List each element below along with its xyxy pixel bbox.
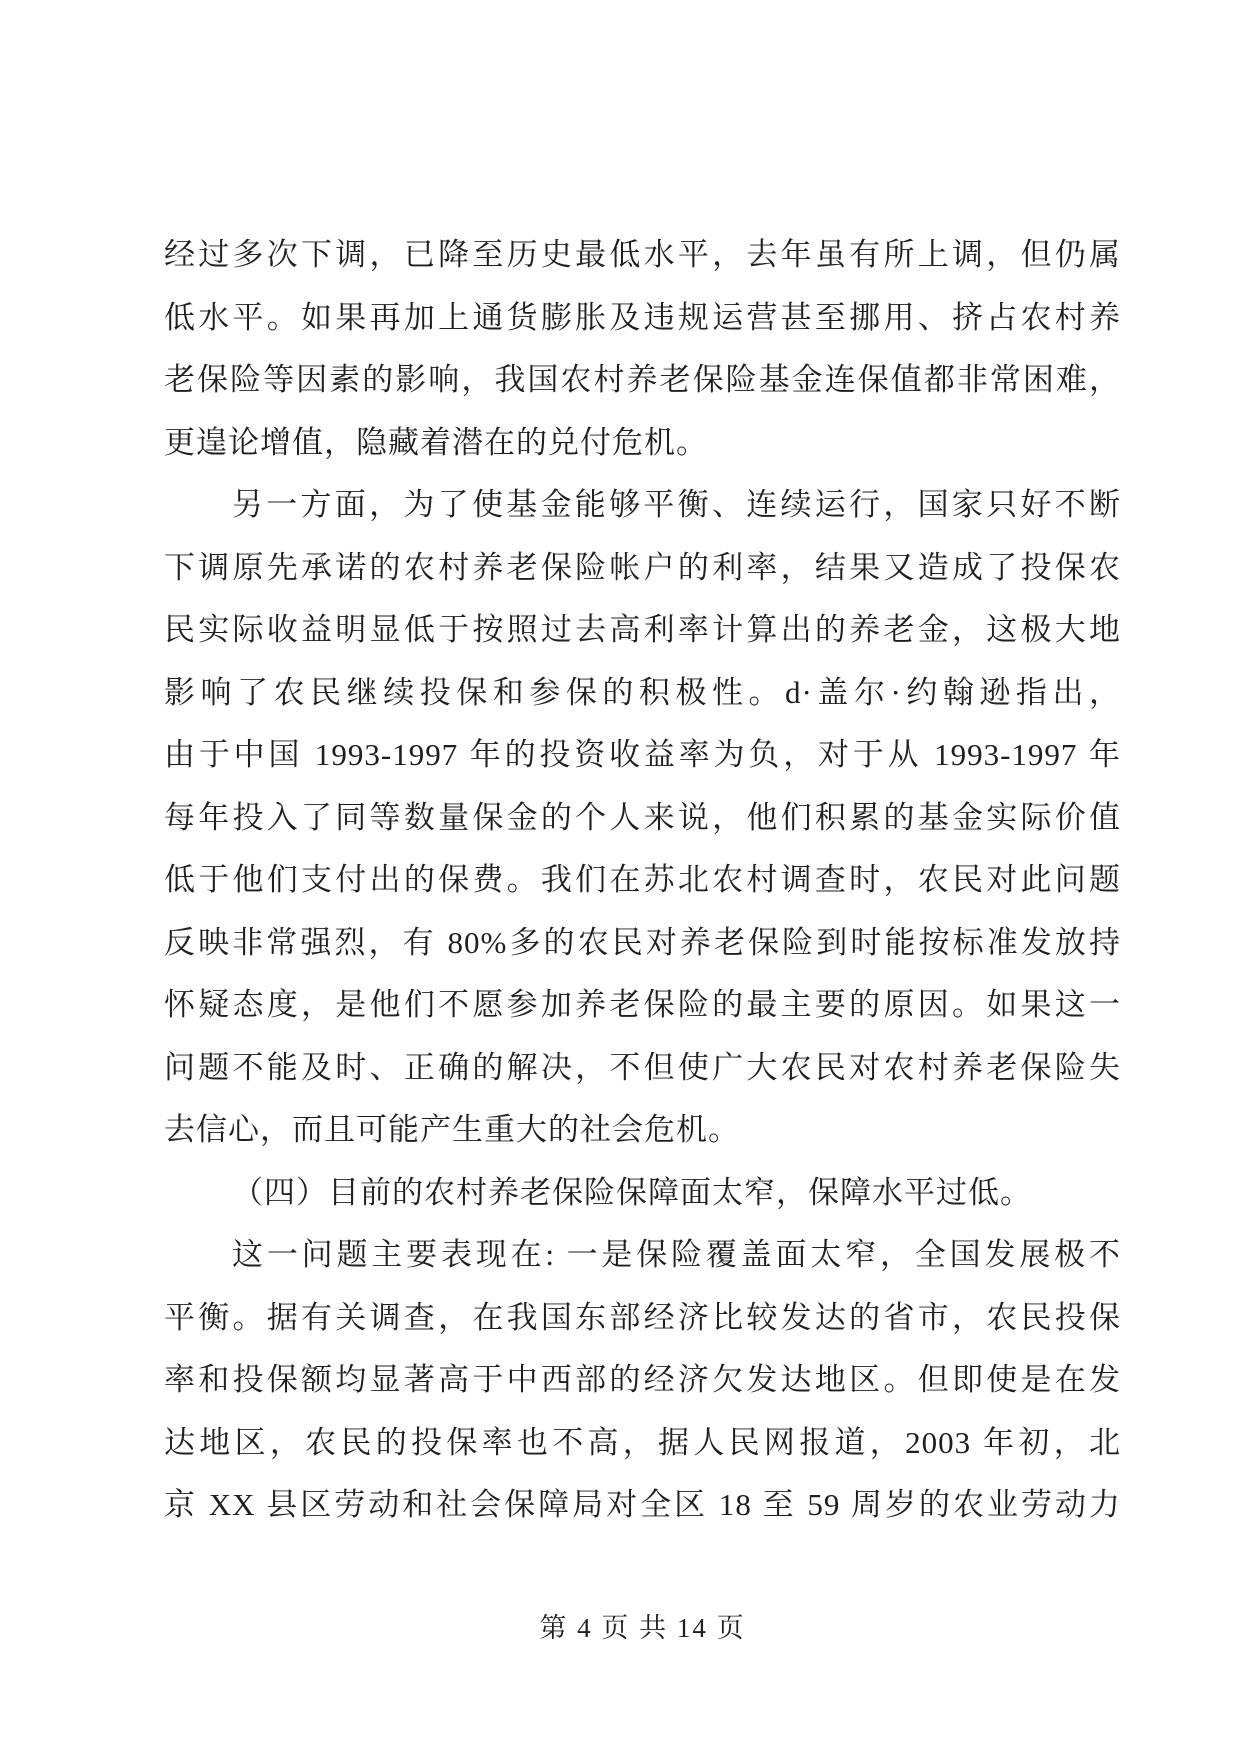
text-line: 影响了农民继续投保和参保的积极性。d·盖尔·约翰逊指出，	[164, 674, 1121, 710]
text-line: 更遑论增值，隐藏着潜在的兑付危机。	[164, 424, 708, 460]
text-line: 问题不能及时、正确的解决，不但使广大农民对农村养老保险失	[164, 1049, 1121, 1085]
text-line: 经过多次下调，已降至历史最低水平，去年虽有所上调，但仍属	[164, 237, 1121, 272]
text-line: 平衡。据有关调查，在我国东部经济比较发达的省市，农民投保	[164, 1299, 1121, 1335]
text-line: 另一方面，为了使基金能够平衡、连续运行，国家只好不断	[232, 487, 1121, 522]
text-line: 率和投保额均显著高于中西部的经济欠发达地区。但即使是在发	[164, 1362, 1121, 1397]
page-footer: 第 4 页 共 14 页	[539, 1613, 746, 1643]
text-line: 怀疑态度，是他们不愿参加养老保险的最主要的原因。如果这一	[164, 987, 1121, 1022]
text-line: 这一问题主要表现在: 一是保险覆盖面太窄，全国发展极不	[232, 1237, 1121, 1272]
text-line: 反映非常强烈，有 80%多的农民对养老保险到时能按标准发放持	[164, 924, 1121, 960]
text-line: 下调原先承诺的农村养老保险帐户的利率，结果又造成了投保农	[164, 549, 1121, 585]
text-line: （四）目前的农村养老保险保障面太窄，保障水平过低。	[232, 1174, 1032, 1210]
text-line: 民实际收益明显低于按照过去高利率计算出的养老金，这极大地	[164, 612, 1121, 647]
text-line: 低于他们支付出的保费。我们在苏北农村调查时，农民对此问题	[164, 862, 1121, 897]
text-line: 京 XX 县区劳动和社会保障局对全区 18 至 59 周岁的农业劳动力	[164, 1487, 1121, 1522]
text-line: 达地区，农民的投保率也不高，据人民网报道，2003 年初，北	[164, 1424, 1121, 1460]
text-line: 老保险等因素的影响，我国农村养老保险基金连保值都非常困难，	[164, 362, 1121, 397]
text-line: 低水平。如果再加上通货膨胀及违规运营甚至挪用、挤占农村养	[164, 299, 1121, 335]
text-line: 去信心，而且可能产生重大的社会危机。	[164, 1112, 740, 1147]
document-body	[164, 224, 1121, 1537]
text-line: 每年投入了同等数量保金的个人来说，他们积累的基金实际价值	[164, 799, 1121, 835]
text-line: 由于中国 1993-1997 年的投资收益率为负，对于从 1993-1997 年	[164, 737, 1121, 772]
